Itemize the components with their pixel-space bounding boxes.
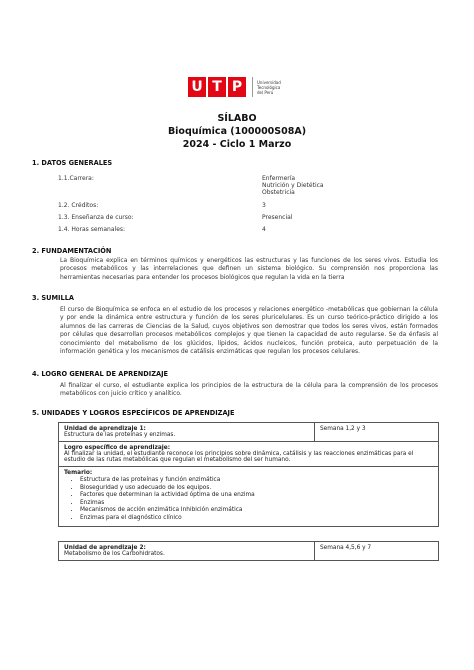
unit-2-label: Unidad de aprendizaje 2: <box>64 545 146 551</box>
row-label-creditos: 1.2. Créditos: <box>58 202 99 209</box>
row-value-creditos: 3 <box>262 202 266 209</box>
unit-2-title-cell <box>59 542 315 560</box>
list-item: • Factores que determinan la actividad óptima de una enzima <box>80 492 433 500</box>
unit-1-temario-label: Temario: <box>64 470 93 476</box>
row-value-horas: 4 <box>262 226 266 233</box>
row-value-carrera: Enfermería Nutrición y Dietética Obstetricia <box>262 175 324 197</box>
list-item: • Bioseguridad y uso adecuado de los equipos. <box>80 485 433 493</box>
unit-1-header-row <box>59 423 438 442</box>
unit-1-name: Estructura de las proteínas y enzimas. <box>64 432 176 438</box>
row-value-ensenanza: Presencial <box>262 214 293 221</box>
unit-1-temario-cell <box>59 467 438 526</box>
doc-title: SÍLABO <box>217 113 257 124</box>
unit-2-header-row <box>59 542 438 560</box>
logo-letter-p: P <box>228 77 246 97</box>
unit-1-logro-label: Logro específico de aprendizaje: <box>64 445 171 451</box>
unit-1-logro-cell <box>59 442 438 467</box>
row-label-carrera: 1.1.Carrera: <box>58 175 94 182</box>
logro-general-text: Al finalizar el curso, el estudiante explica los principios de la estructura de la célula para la comprensión de los procesos metabólicos con juicio crítico y analítico. <box>60 382 438 398</box>
unit-1-logro-text: Al finalizar la unidad, el estudiante reconoce los principios sobre dinámica, catálisis y las reacciones enzimáticas para el estudio de las rutas metabólicas que regulan el metabolismo del ser humano. <box>64 451 414 463</box>
unit-2-table <box>58 541 439 561</box>
section-heading-sumilla: 3. SUMILLA <box>32 294 75 302</box>
logo-divider <box>252 77 253 97</box>
list-item: • Mecanismos de acción enzimática Inhibición enzimática <box>80 507 433 515</box>
section-heading-datos: 1. DATOS GENERALES <box>32 159 113 167</box>
unit-1-temario-list <box>64 477 433 523</box>
list-item: • Enzimas para el diagnóstico clínico <box>80 515 433 523</box>
section-heading-logro-general: 4. LOGRO GENERAL DE APRENDIZAJE <box>32 370 169 378</box>
logo-letter-u: U <box>188 77 206 97</box>
logo-letter-t: T <box>208 77 226 97</box>
section-heading-fundamentacion: 2. FUNDAMENTACIÓN <box>32 247 112 255</box>
row-label-ensenanza: 1.3. Enseñanza de curso: <box>58 214 134 221</box>
unit-2-name: Metabolismo de los Carbohidratos. <box>64 551 165 557</box>
unit-1-title-cell <box>59 423 315 441</box>
sumilla-text: El curso de Bioquímica se enfoca en el estudio de los procesos y relaciones energético -metabólicas que gobiernan la célula y por ende la dinámica entre estructura y función de los seres pluricelulares. Es un curso teórico-práctico dirigido a los alumnos de las carreras de Ciencias de la Salud, cuyos objetivos son demostrar que todos los seres vivos, están formados por células que desarrollan procesos metabólicos complejos y que tienen la capacidad de auto regularse. Se da énfasis al conocimiento del metabolismo de los glúcidos, lípidos, ácidos nucleicos, función proteica, auto perpetuación de la información genética y los mecanismos de catálisis enzimáticas que regulan los procesos celulares. <box>60 306 438 356</box>
section-heading-unidades: 5. UNIDADES Y LOGROS ESPECÍFICOS DE APRENDIZAJE <box>32 409 235 417</box>
utp-logo <box>188 76 301 98</box>
fundamentacion-text: La Bioquímica explica en términos químicos y energéticos las estructuras y las funciones de los seres vivos. Estudia los procesos metabólicos y las interrelaciones que definen un sistema biológico. Su comprensión nos proporciona las herramientas necesarias para entender los procesos biológicos que regulan la vida en la tierra <box>60 257 438 281</box>
unit-2-weeks: Semana 4,5,6 y 7 <box>320 545 372 551</box>
course-title: Bioquímica (100000S08A) <box>167 126 307 137</box>
logo-institution: Universidad Tecnológica del Perú <box>257 79 281 95</box>
unit-1-table <box>58 422 439 527</box>
unit-1-weeks: Semana 1,2 y 3 <box>320 426 366 432</box>
row-label-horas: 1.4. Horas semanales: <box>58 226 126 233</box>
list-item: • Estructura de las proteínas y función enzimática <box>80 477 433 485</box>
list-item: • Enzimas <box>80 500 433 508</box>
cycle-title: 2024 - Ciclo 1 Marzo <box>182 139 292 150</box>
unit-1-label: Unidad de aprendizaje 1: <box>64 426 146 432</box>
